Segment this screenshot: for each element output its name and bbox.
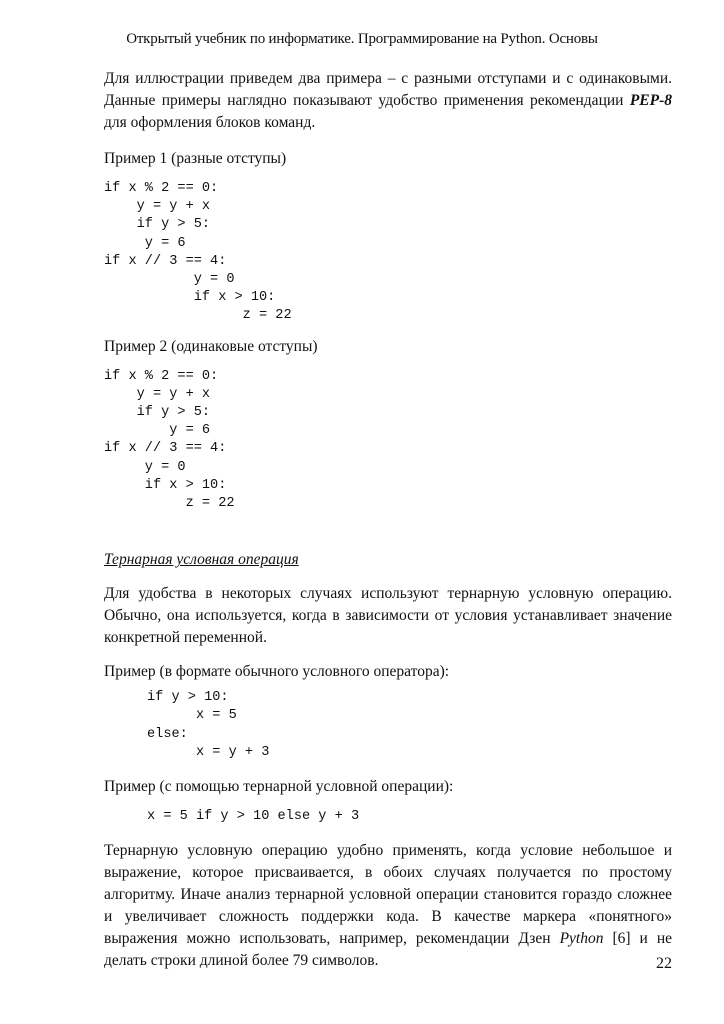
closing-text-after: [6] и не делать строки длиной более 79 символов. — [104, 930, 672, 970]
intro-paragraph — [104, 68, 672, 134]
page-number: 22 — [656, 955, 672, 972]
example1-label: Пример 1 (разные отступы) — [104, 150, 287, 167]
pep8-reference: PEP-8 — [629, 92, 672, 109]
ternary-example-label: Пример (с помощью тернарной условной операции): — [104, 778, 454, 796]
ternary-description: Для удобства в некоторых случаях используют тернарную условную операцию. Обычно, она используется, когда в зависимости от условия устанавливает значение конкретной переменной. — [104, 585, 672, 647]
intro-text-before: Для иллюстрации приведем два примера – с разными отступами и с одинаковыми. Данные примеры наглядно показывают удобство применения рекомендации — [104, 70, 672, 109]
closing-text-before: Тернарную условную операцию удобно применять, когда условие небольшое и выражение, которое присваивается, в обоих случаях получается по простому алгоритму. Иначе анализ тернарной условной операции становится гораздо сложнее и увеличивает сложность поддержки кода. В качестве маркера «понятного» выражения можно использовать, например, рекомендации Дзен — [104, 842, 672, 948]
example1-code: if x % 2 == 0: y = y + x if y > 5: y = 6 if x // 3 == 4: y = 0 if x > 10: z = 22 — [104, 181, 292, 324]
regular-example-label: Пример (в формате обычного условного оператора): — [104, 663, 450, 681]
running-header: Открытый учебник по информатике. Программирование на Python. Основы — [126, 31, 598, 47]
closing-paragraph — [104, 840, 672, 972]
example2-code: if x % 2 == 0: y = y + x if y > 5: y = 6 if x // 3 == 4: y = 0 if x > 10: z = 22 — [104, 368, 235, 512]
intro-text-after: для оформления блоков команд. — [104, 114, 316, 131]
section-title: Тернарная условная операция — [104, 551, 299, 569]
page-content — [104, 68, 672, 972]
example2-label: Пример 2 (одинаковые отступы) — [104, 337, 318, 355]
python-reference: Python — [559, 930, 604, 948]
regular-example-code: if y > 10: x = 5 else: x = y + 3 — [147, 690, 270, 760]
ternary-example-code: x = 5 if y > 10 else y + 3 — [147, 809, 360, 825]
